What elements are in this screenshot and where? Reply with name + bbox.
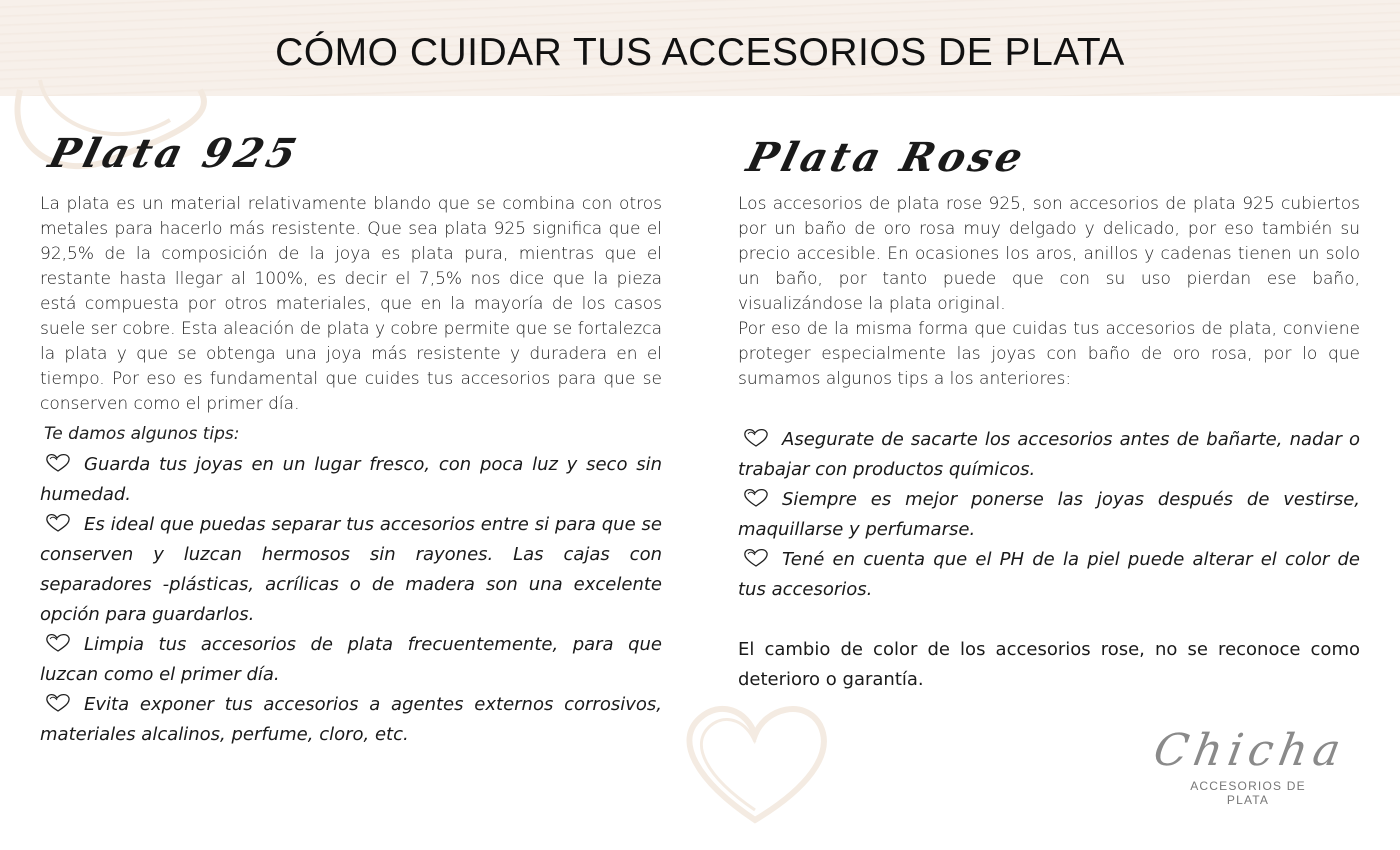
tip-text: Guarda tus joyas en un lugar fresco, con poca luz y seco sin humedad.: [40, 454, 662, 505]
tip-text: Limpia tus accesorios de plata frecuentemente, para que luzcan como el primer día.: [40, 634, 662, 685]
tip-text: Evita exponer tus accesorios a agentes externos corrosivos, materiales alcalinos, perfume, cloro, etc.: [40, 694, 662, 745]
list-item: [40, 630, 662, 690]
section-heading-plata-925: Plata 925: [44, 130, 305, 177]
heart-outline-icon: [44, 633, 72, 653]
plata-925-description: La plata es un material relativamente blando que se combina con otros metales para hacerlo más resistente. Que sea plata 925 significa que el 92,5% de la composición de la joya es plata pura, mientras que el restante hasta llegar al 100%, es decir el 7,5% nos dice que la pieza está compuesta por otros materiales, que en la mayoría de los casos suele ser cobre. Esta aleación de plata y cobre permite que se fortalezca la plata y que se obtenga una joya más resistente y duradera en el tiempo. Por eso es fundamental que cuides tus accesorios para que se conserven como el primer día.: [40, 194, 662, 414]
tips-intro: Te damos algunos tips:: [44, 424, 240, 444]
tip-text: Asegurate de sacarte los accesorios antes de bañarte, nadar o trabajar con productos químicos.: [738, 429, 1360, 480]
logo-tagline: ACCESORIOS DE PLATA: [1190, 779, 1306, 807]
plata-rose-description-2: Por eso de la misma forma que cuidas tus accesorios de plata, conviene proteger especialmente las joyas con baño de oro rosa, por lo que sumamos algunos tips a los anteriores:: [738, 319, 1360, 389]
closing-note: El cambio de color de los accesorios rose, no se reconoce como deterioro o garantía.: [738, 639, 1360, 690]
decorative-heart-icon: [675, 700, 835, 830]
page-title: CÓMO CUIDAR TUS ACCESORIOS DE PLATA: [275, 31, 1125, 74]
heart-outline-icon: [742, 428, 770, 448]
heart-outline-icon: [742, 488, 770, 508]
logo-name: Chicha: [1149, 725, 1351, 776]
heart-outline-icon: [742, 548, 770, 568]
list-item: [40, 510, 662, 630]
heart-outline-icon: [44, 693, 72, 713]
plata-rose-description: Los accesorios de plata rose 925, son accesorios de plata 925 cubiertos por un baño de oro rosa muy delgado y delicado, por eso también su precio accesible. En ocasiones los aros, anillos y cadenas tienen un solo un baño, por tanto puede que con su uso pierdan ese baño, visualizándose la plata original.: [738, 194, 1360, 314]
list-item: [738, 545, 1360, 605]
heart-outline-icon: [44, 513, 72, 533]
brand-logo: [1149, 725, 1351, 807]
list-item: [738, 425, 1360, 485]
list-item: [738, 485, 1360, 545]
tip-text: Siempre es mejor ponerse las joyas después de vestirse, maquillarse y perfumarse.: [738, 489, 1360, 540]
tip-text: Tené en cuenta que el PH de la piel puede alterar el color de tus accesorios.: [738, 549, 1360, 600]
heart-outline-icon: [44, 453, 72, 473]
tip-text: Es ideal que puedas separar tus accesorios entre si para que se conserven y luzcan hermosos sin rayones. Las cajas con separadores -plásticas, acrílicas o de madera son una excelente opción para guardarlos.: [40, 514, 662, 625]
list-item: [40, 690, 662, 750]
list-item: [40, 450, 662, 510]
section-heading-plata-rose: Plata Rose: [742, 134, 1032, 181]
